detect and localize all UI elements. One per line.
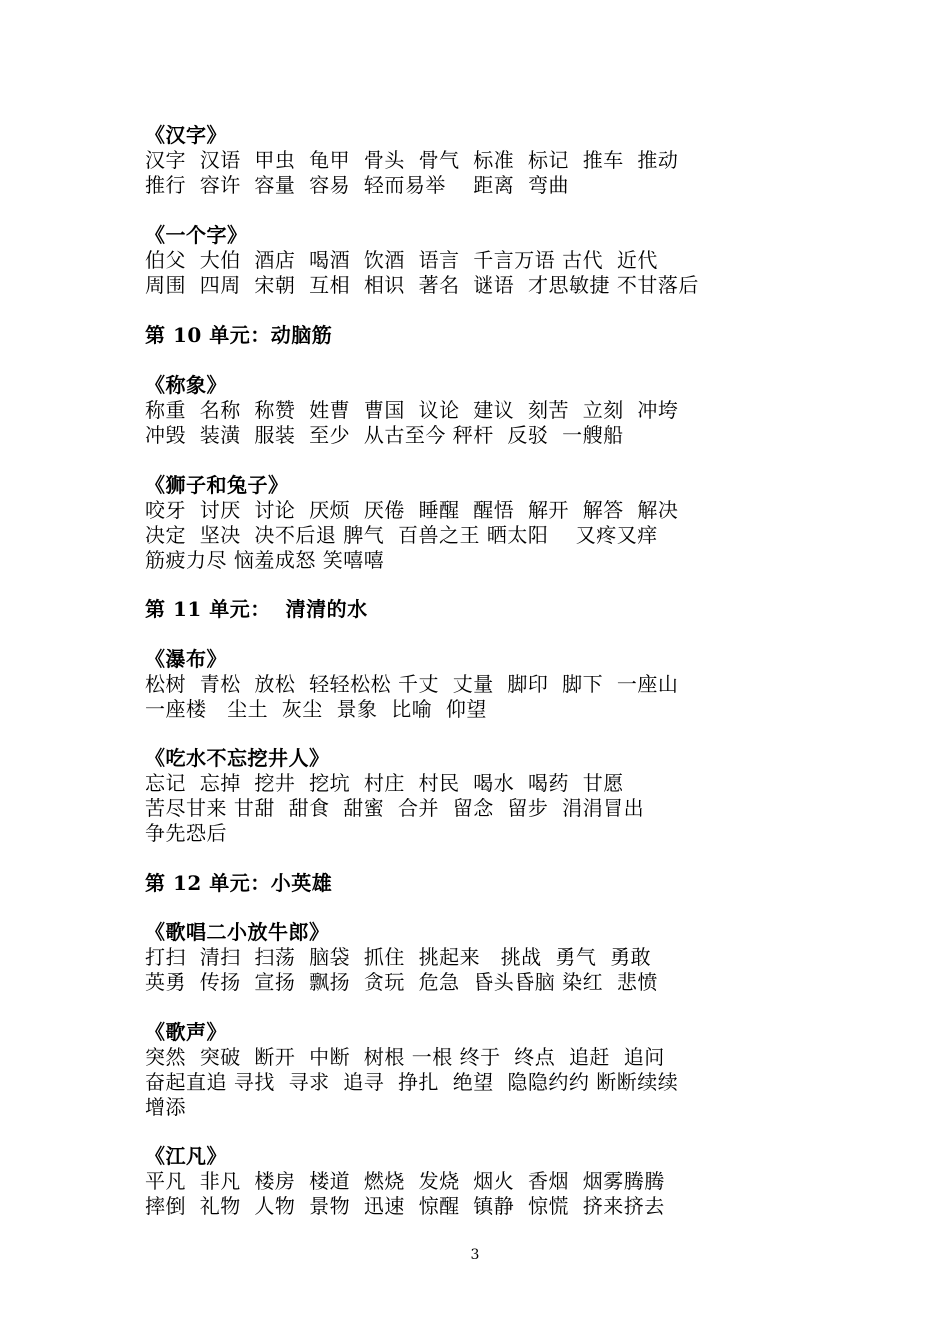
vocab-line: 称重 名称 称赞 姓曹 曹国 议论 建议 刻苦 立刻 冲垮 [145, 398, 679, 422]
vocab-line: 英勇 传扬 宣扬 飘扬 贪玩 危急 昏头昏脑 染红 悲愤 [145, 970, 658, 994]
vocab-line: 松树 青松 放松 轻轻松松 千丈 丈量 脚印 脚下 一座山 [145, 672, 679, 696]
vocab-line: 推行 容许 容量 容易 轻而易举 距离 弯曲 [145, 173, 570, 197]
lesson-title: 《江凡》 [145, 1144, 227, 1168]
vocab-line: 一座楼 尘土 灰尘 景象 比喻 仰望 [145, 697, 487, 721]
vocab-line: 咬牙 讨厌 讨论 厌烦 厌倦 睡醒 醒悟 解开 解答 解决 [145, 498, 679, 522]
unit-title: 第 12 单元：小英雄 [145, 871, 333, 895]
vocab-line: 平凡 非凡 楼房 楼道 燃烧 发烧 烟火 香烟 烟雾腾腾 [145, 1169, 665, 1193]
vocab-line: 汉字 汉语 甲虫 龟甲 骨头 骨气 标准 标记 推车 推动 [145, 148, 679, 172]
vocab-line: 摔倒 礼物 人物 景物 迅速 惊醒 镇静 惊慌 挤来挤去 [145, 1194, 665, 1218]
lesson-title: 《称象》 [145, 373, 227, 397]
vocab-line: 决定 坚决 决不后退 脾气 百兽之王 晒太阳 又疼又痒 [145, 523, 658, 547]
lesson-title: 《吃水不忘挖井人》 [145, 746, 330, 770]
vocab-line: 打扫 清扫 扫荡 脑袋 抓住 挑起来 挑战 勇气 勇敢 [145, 945, 652, 969]
lesson-title: 《汉字》 [145, 123, 227, 147]
unit-title: 第 11 单元： 清清的水 [145, 597, 368, 621]
lesson-title: 《歌唱二小放牛郎》 [145, 920, 330, 944]
vocab-line: 周围 四周 宋朝 互相 相识 著名 谜语 才思敏捷 不甘落后 [145, 273, 699, 297]
page-number: 3 [470, 1247, 480, 1263]
vocab-line: 争先恐后 [145, 821, 227, 845]
lesson-title: 《狮子和兔子》 [145, 473, 289, 497]
vocab-line: 忘记 忘掉 挖井 挖坑 村庄 村民 喝水 喝药 甘愿 [145, 771, 624, 795]
vocab-line: 奋起直追 寻找 寻求 追寻 挣扎 绝望 隐隐约约 断断续续 [145, 1070, 679, 1094]
lesson-title: 《一个字》 [145, 223, 248, 247]
unit-title: 第 10 单元：动脑筋 [145, 323, 333, 347]
vocab-line: 冲毁 装潢 服装 至少 从古至今 秤杆 反驳 一艘船 [145, 423, 624, 447]
vocab-line: 突然 突破 断开 中断 树根 一根 终于 终点 追赶 追问 [145, 1045, 665, 1069]
vocab-line: 伯父 大伯 酒店 喝酒 饮酒 语言 千言万语 古代 近代 [145, 248, 658, 272]
vocab-line: 筋疲力尽 恼羞成怒 笑嘻嘻 [145, 548, 385, 572]
lesson-title: 《歌声》 [145, 1020, 227, 1044]
lesson-title: 《瀑布》 [145, 647, 227, 671]
vocab-line: 苦尽甘来 甘甜 甜食 甜蜜 合并 留念 留步 涓涓冒出 [145, 796, 645, 820]
vocab-line: 增添 [145, 1095, 186, 1119]
